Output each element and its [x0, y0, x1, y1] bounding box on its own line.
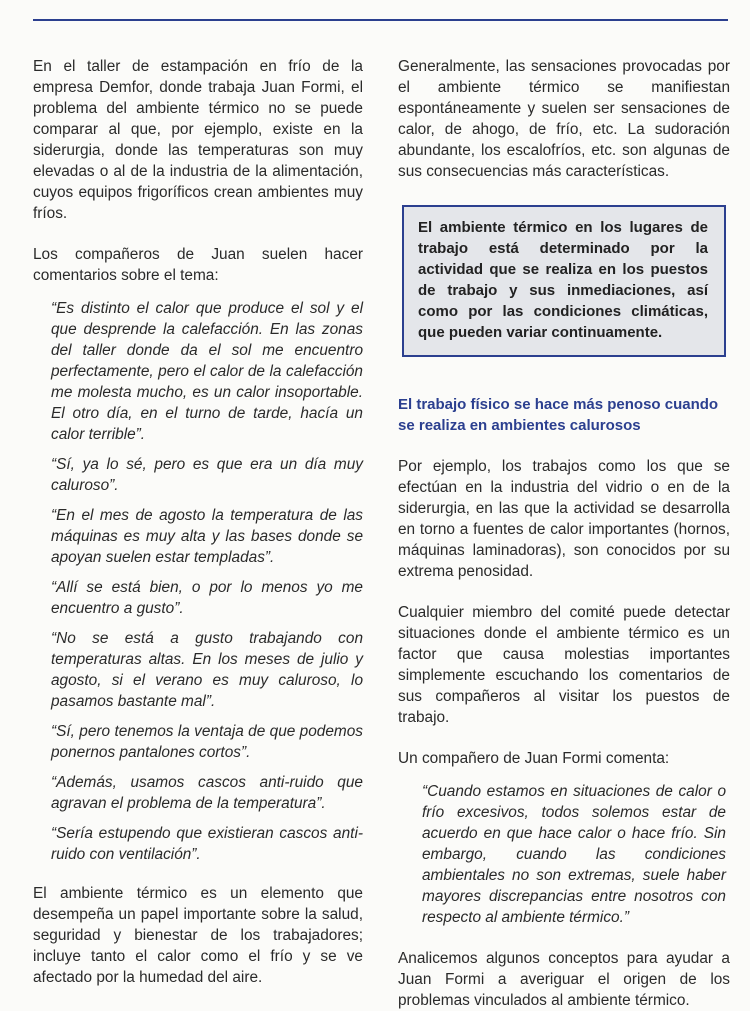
committee-paragraph: Cualquier miembro del comité puede detectar situaciones donde el ambiente térmico es un factor que causa molestias importantes simplemente escuchando los comentarios de sus compañeros al visitar los puestos de trabajo.: [398, 604, 730, 726]
callout-box: [402, 205, 726, 357]
quote-6: “Sí, pero tenemos la ventaja de que podemos ponernos pantalones cortos”.: [51, 723, 363, 761]
coworker-intro: Un compañero de Juan Formi comenta:: [398, 750, 670, 767]
header-rule: [33, 19, 728, 21]
closing-paragraph-right: Analicemos algunos conceptos para ayudar a Juan Formi a averiguar el origen de los problemas vinculados al ambiente térmico.: [398, 950, 730, 1009]
example-paragraph: Por ejemplo, los trabajos como los que se efectúan en la industria del vidrio o en de la siderurgia, en las que la actividad se desarrolla en torno a fuentes de calor importantes (hornos, máquinas laminadoras), son conocidos por su extrema penosidad.: [398, 458, 730, 580]
quote-1: “Es distinto el calor que produce el sol y el que desprende la calefacción. En las zonas del taller donde da el sol me encuentro perfectamente, pero el calor de la calefacción me molesta mucho, es un calor insoportable. El otro día, en el turno de tarde, hacía un calor terrible”.: [51, 300, 363, 443]
coworker-quote: “Cuando estamos en situaciones de calor o frío excesivos, todos solemos estar de acuerdo en que hace calor o hace frío. Sin embargo, cuando las condiciones ambientales no son extremas, suele haber mayores discrepancias entre nosotros con respecto al ambiente térmico.”: [422, 783, 726, 926]
callout-text: El ambiente térmico en los lugares de trabajo está determinado por la actividad que se realiza en los puestos de trabajo y sus inmediaciones, así como por las condiciones climáticas, que pueden variar continuamente.: [418, 219, 708, 341]
comments-intro-paragraph: Los compañeros de Juan suelen hacer comentarios sobre el tema:: [33, 246, 363, 284]
left-column: [33, 56, 363, 988]
quote-5: “No se está a gusto trabajando con temperaturas altas. En los meses de julio y agosto, si el verano es muy caluroso, lo pasamos bastante mal”.: [51, 630, 363, 710]
quote-7: “Además, usamos cascos anti-ruido que agravan el problema de la temperatura”.: [51, 774, 363, 812]
sensations-paragraph: Generalmente, las sensaciones provocadas por el ambiente térmico se manifiestan espontáneamente y suelen ser sensaciones de calor, de ahogo, de frío, etc. La sudoración abundante, los escalofríos, etc. son algunas de sus consecuencias más características.: [398, 58, 730, 180]
section-subheading: El trabajo físico se hace más penoso cuando se realiza en ambientes calurosos: [398, 396, 719, 434]
quote-4: “Allí se está bien, o por lo menos yo me encuentro a gusto”.: [51, 579, 363, 617]
quote-3: “En el mes de agosto la temperatura de las máquinas es muy alta y las bases donde se apoyan suelen estar templadas”.: [51, 507, 363, 566]
quote-2: “Sí, ya lo sé, pero es que era un día muy caluroso”.: [51, 456, 363, 494]
right-column: [398, 56, 730, 1011]
quote-8: “Sería estupendo que existieran cascos anti-ruido con ventilación”.: [51, 825, 363, 863]
closing-paragraph-left: El ambiente térmico es un elemento que desempeña un papel importante sobre la salud, seguridad y bienestar de los trabajadores; incluye tanto el calor como el frío y se ve afectado por la humedad del aire.: [33, 885, 363, 986]
intro-paragraph: En el taller de estampación en frío de la empresa Demfor, donde trabaja Juan Formi, el problema del ambiente térmico no se puede comparar al que, por ejemplo, existe en la siderurgia, donde las temperaturas son muy elevadas o al de la industria de la alimentación, cuyos equipos frigoríficos crean ambientes muy fríos.: [33, 58, 363, 222]
